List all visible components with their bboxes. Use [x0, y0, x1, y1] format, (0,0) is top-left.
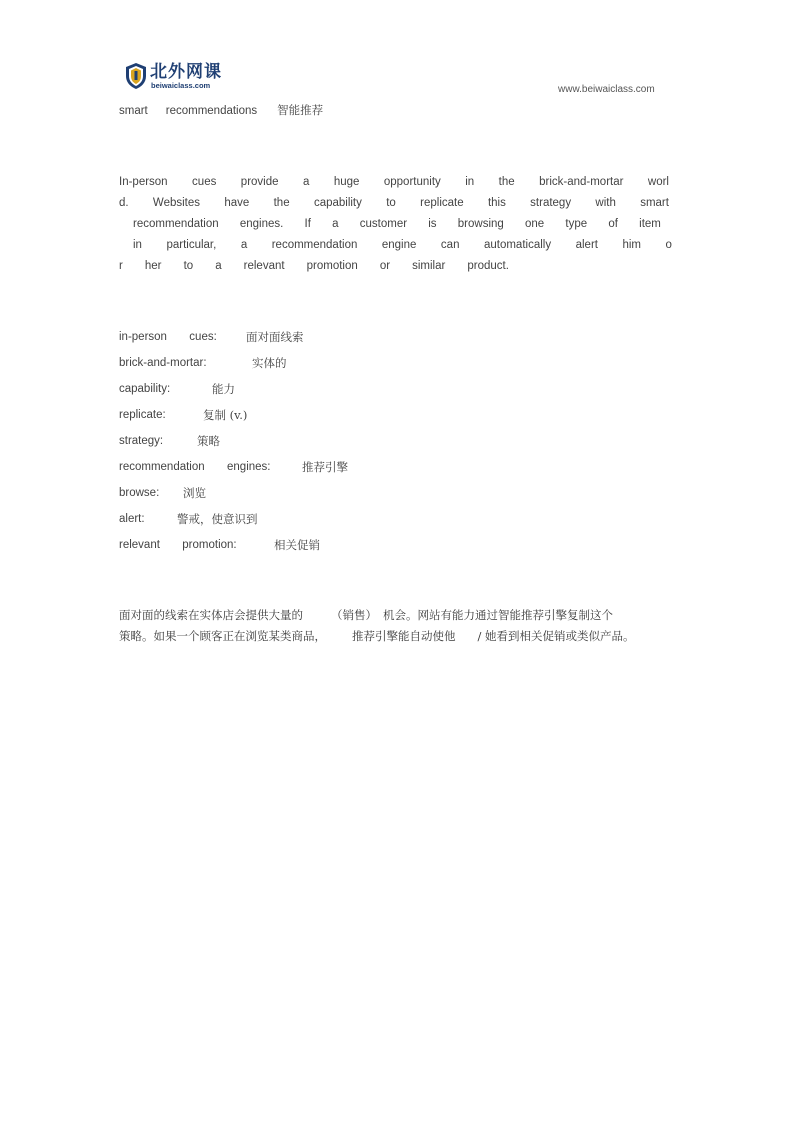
translation-line-2 — [119, 628, 635, 644]
paragraph-word: engines. — [239, 218, 284, 230]
paragraph-word: If — [304, 218, 311, 230]
translation-text: 策略。如果一个顾客正在浏览某类商品， — [119, 629, 326, 643]
translation-text: （销售） — [331, 608, 377, 622]
vocab-term: recommendation engines: — [119, 461, 271, 473]
vocab-definition: 浏览 — [183, 486, 206, 500]
paragraph-word: worl — [647, 176, 669, 188]
vocab-definition: 警戒，使意识到 — [177, 512, 258, 526]
paragraph-word: a — [240, 239, 248, 251]
vocab-row — [119, 485, 206, 501]
paragraph-word: d. — [119, 197, 129, 209]
paragraph-word: cues — [192, 176, 217, 188]
vocab-definition: 面对面线索 — [246, 330, 304, 344]
vocab-row — [119, 511, 258, 527]
paragraph-word: similar — [412, 260, 446, 272]
paragraph-word: this — [487, 197, 506, 209]
paragraph-word: browsing — [457, 218, 504, 230]
paragraph-word: provide — [240, 176, 279, 188]
vocab-row — [119, 459, 348, 475]
translation-text: 面对面的线索在实体店会提供大量的 — [119, 608, 303, 622]
title-en-1: smart — [119, 105, 148, 117]
vocab-row — [119, 355, 287, 371]
paragraph-word: to — [386, 197, 396, 209]
vocab-definition: 实体的 — [252, 356, 287, 370]
vocab-row — [119, 407, 248, 423]
paragraph-word: item — [639, 218, 661, 230]
paragraph-line — [133, 237, 672, 253]
shield-logo-icon — [125, 62, 147, 90]
paragraph-word: the — [273, 197, 290, 209]
paragraph-word: her — [144, 260, 162, 272]
translation-text: / 她看到相关促销或类似产品。 — [477, 629, 635, 643]
vocab-term: capability: — [119, 383, 171, 395]
paragraph-line — [119, 258, 509, 274]
vocab-row — [119, 381, 235, 397]
paragraph-word: one — [525, 218, 545, 230]
vocab-term: in-person cues: — [119, 331, 217, 343]
title-line — [119, 102, 323, 119]
paragraph-line — [133, 216, 661, 232]
paragraph-word: strategy — [530, 197, 572, 209]
paragraph-word: of — [608, 218, 618, 230]
site-url[interactable]: www.beiwaiclass.com — [558, 84, 655, 95]
vocab-row — [119, 537, 320, 553]
title-en-2: recommendations — [165, 105, 258, 117]
vocab-definition: 复制 (v.) — [203, 408, 248, 422]
paragraph-word: In-person — [119, 176, 168, 188]
vocab-definition: 策略 — [197, 434, 220, 448]
paragraph-word: product. — [467, 260, 509, 272]
vocab-term: replicate: — [119, 409, 166, 421]
paragraph-word: in — [133, 239, 142, 251]
paragraph-word: alert — [575, 239, 598, 251]
paragraph-word: Websites — [152, 197, 201, 209]
paragraph-word: the — [498, 176, 515, 188]
vocab-term: brick-and-mortar: — [119, 357, 207, 369]
paragraph-word: recommendation — [271, 239, 358, 251]
paragraph-word: him — [622, 239, 641, 251]
vocab-term: relevant promotion: — [119, 539, 237, 551]
paragraph-word: huge — [333, 176, 360, 188]
logo-english-text: beiwaiclass.com — [151, 81, 211, 90]
paragraph-word: or — [379, 260, 391, 272]
title-cn: 智能推荐 — [277, 103, 324, 117]
paragraph-line — [119, 174, 669, 190]
vocab-definition: 相关促销 — [274, 538, 320, 552]
paragraph-word: capability — [313, 197, 362, 209]
vocab-definition: 能力 — [212, 382, 235, 396]
vocab-term: browse: — [119, 487, 160, 499]
paragraph-word: is — [428, 218, 437, 230]
paragraph-line — [119, 195, 669, 211]
vocab-term: alert: — [119, 513, 145, 525]
paragraph-word: r — [119, 260, 123, 272]
paragraph-word: with — [595, 197, 616, 209]
paragraph-word: to — [183, 260, 194, 272]
logo-chinese-text: 北外网课 — [150, 62, 222, 82]
vocab-row — [119, 433, 220, 449]
translation-text: 推荐引擎能自动使他 — [352, 629, 456, 643]
paragraph-word: brick-and-mortar — [539, 176, 624, 188]
paragraph-word: particular, — [166, 239, 217, 251]
paragraph-word: engine — [381, 239, 417, 251]
paragraph-word: opportunity — [383, 176, 441, 188]
paragraph-word: smart — [640, 197, 669, 209]
vocab-definition: 推荐引擎 — [302, 460, 348, 474]
paragraph-word: in — [465, 176, 475, 188]
paragraph-word: have — [224, 197, 250, 209]
paragraph-word: a — [332, 218, 339, 230]
paragraph-word: a — [302, 176, 310, 188]
translation-text: 机会。网站有能力通过智能推荐引擎复制这个 — [383, 608, 613, 622]
vocab-term: strategy: — [119, 435, 164, 447]
paragraph-word: can — [440, 239, 460, 251]
paragraph-word: relevant — [243, 260, 285, 272]
translation-line-1 — [119, 607, 613, 623]
brand-logo — [125, 62, 225, 92]
paragraph-word: promotion — [306, 260, 358, 272]
paragraph-word: replicate — [420, 197, 464, 209]
vocab-row — [119, 329, 304, 345]
paragraph-word: automatically — [483, 239, 552, 251]
paragraph-word: recommendation — [133, 218, 219, 230]
paragraph-word: a — [215, 260, 222, 272]
paragraph-word: customer — [359, 218, 408, 230]
paragraph-word: o — [665, 239, 672, 251]
paragraph-word: type — [565, 218, 588, 230]
